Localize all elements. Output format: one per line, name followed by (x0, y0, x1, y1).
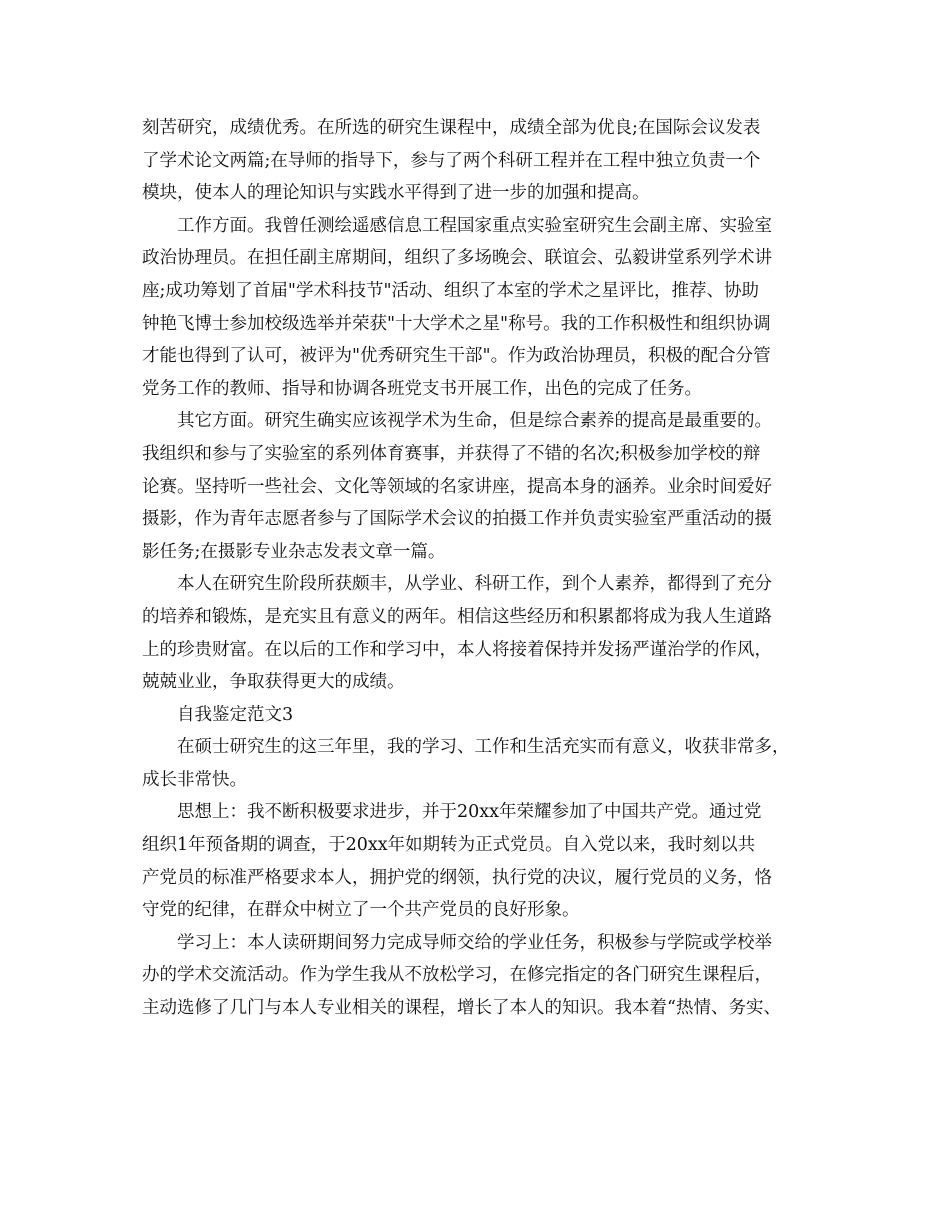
text-line: 摄影，作为青年志愿者参与了国际学术会议的拍摄工作并负责实验室严重活动的摄 (142, 509, 772, 530)
text-line: 钟艳飞博士参加校级选举并荣获"十大学术之星"称号。我的工作积极性和组织协调 (142, 313, 771, 334)
text-line: 刻苦研究，成绩优秀。在所选的研究生课程中，成绩全部为优良;在国际会议发表 (142, 118, 761, 138)
text-line: 党务工作的教师、指导和协调各班党支书开展工作，出色的完成了任务。 (142, 378, 702, 399)
text-line: 影任务;在摄影专业杂志发表文章一篇。 (142, 541, 446, 562)
text-line: 在硕士研究生的这三年里，我的学习、工作和生活充实而有意义，收获非常多， (177, 737, 790, 758)
text-line: 组织1年预备期的调查，于20xx年如期转为正式党员。自入党以来，我时刻以共 (142, 835, 756, 856)
text-line: 思想上：我不断积极要求进步，并于20xx年荣耀参加了中国共产党。通过党 (177, 802, 762, 823)
text-line: 成长非常快。 (142, 769, 247, 790)
text-line: 产党员的标准严格要求本人，拥护党的纲领，执行党的决议，履行党员的义务，恪 (142, 867, 772, 888)
text-line: 论赛。坚持听一些社会、文化等领域的名家讲座，提高本身的涵养。业余时间爱好 (142, 476, 772, 497)
text-line: 守党的纪律，在群众中树立了一个共产党员的良好形象。 (142, 900, 580, 921)
text-line: 主动选修了几门与本人专业相关的课程，增长了本人的知识。我本着“热情、务实、 (142, 998, 781, 1019)
text-line: 办的学术交流活动。作为学生我从不放松学习，在修完指定的各门研究生课程后， (142, 965, 772, 986)
text-line: 的培养和锻炼，是充实且有意义的两年。相信这些经历和积累都将成为我人生道路 (142, 606, 772, 627)
text-line: 自我鉴定范文3 (177, 704, 294, 725)
text-line: 上的珍贵财富。在以后的工作和学习中，本人将接着保持并发扬严谨治学的作风， (142, 639, 772, 660)
text-line: 其它方面。研究生确实应该视学术为生命，但是综合素养的提高是最重要的。 (177, 411, 772, 432)
text-line: 了学术论文两篇;在导师的指导下，参与了两个科研工程并在工程中独立负责一个 (142, 150, 761, 171)
text-line: 座;成功筹划了首届"学术科技节"活动、组织了本室的学术之星评比，推荐、协助 (142, 280, 759, 301)
text-line: 学习上：本人读研期间努力完成导师交给的学业任务，积极参与学院或学校举 (177, 932, 772, 953)
text-line: 模块，使本人的理论知识与实践水平得到了进一步的加强和提高。 (142, 183, 650, 204)
text-line: 兢兢业业，争取获得更大的成绩。 (142, 672, 405, 693)
text-line: 本人在研究生阶段所获颇丰，从学业、科研工作，到个人素养，都得到了充分 (177, 574, 772, 595)
text-line: 我组织和参与了实验室的系列体育赛事，并获得了不错的名次;积极参加学校的辩 (142, 443, 761, 464)
text-line: 政治协理员。在担任副主席期间，组织了多场晚会、联谊会、弘毅讲堂系列学术讲 (142, 248, 772, 269)
document-body (142, 112, 832, 1025)
text-line: 工作方面。我曾任测绘遥感信息工程国家重点实验室研究生会副主席、实验室 (177, 215, 772, 236)
text-line: 才能也得到了认可，被评为"优秀研究生干部"。作为政治协理员，积极的配合分管 (142, 346, 771, 367)
